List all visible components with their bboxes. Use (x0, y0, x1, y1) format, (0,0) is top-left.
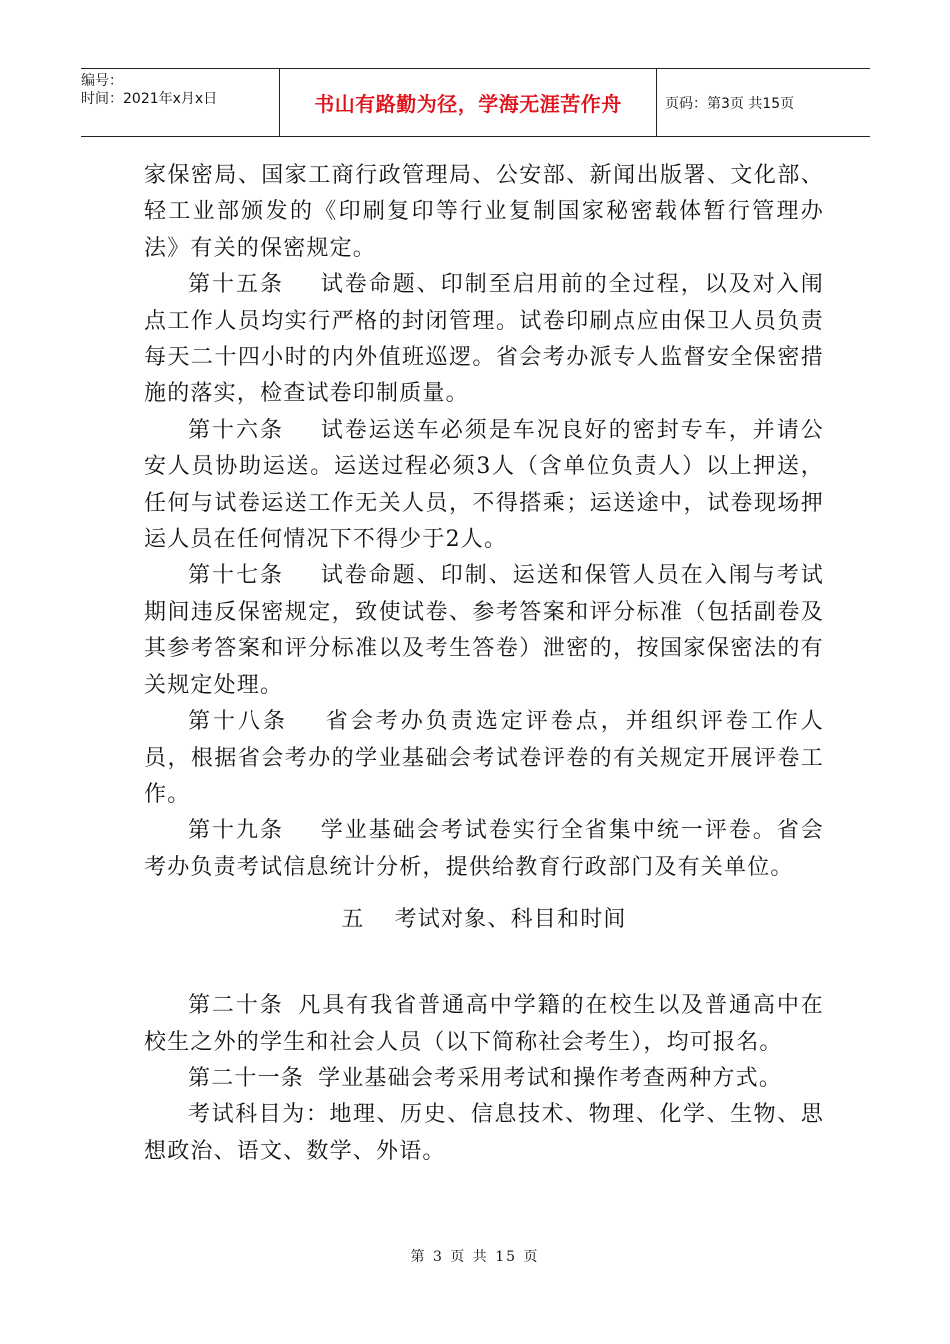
document-date: 时间：2021年x月x日 (81, 91, 218, 107)
document-body (144, 158, 824, 1170)
header-motto: 书山有路勤为径，学海无涯苦作舟 (279, 69, 657, 136)
article-label: 第十七条 (188, 563, 284, 589)
section-title: 考试对象、科目和时间 (394, 907, 627, 933)
article-text: 试卷命题、印制至启用前的全过程，以及对入闱点工作人员均实行严格的封闭管理。试卷印刷点应由保卫人员负责每天二十四小时的内外值班巡逻。省会考办派专人监督安全保密措施的落实，检查试卷印制质量。 (144, 272, 824, 407)
article-label: 第十八条 (188, 709, 288, 735)
document-number-label: 编号： (81, 73, 123, 89)
article-label: 第十九条 (188, 818, 284, 844)
article-label: 第十五条 (188, 272, 284, 298)
article-label: 第十六条 (188, 417, 284, 443)
article-15 (144, 267, 824, 413)
article-text: 试卷命题、印制、运送和保管人员在入闱与考试期间违反保密规定，致使试卷、参考答案和评分标准（包括副卷及其参考答案和评分标准以及考生答卷）泄密的，按国家保密法的有关规定处理。 (144, 563, 824, 698)
article-text: 试卷运送车必须是车况良好的密封专车，并请公安人员协助运送。运送过程必须3人（含单位负责人）以上押送，任何与试卷运送工作无关人员，不得搭乘；运送途中，试卷现场押运人员在任何情况下不得少于2人。 (144, 417, 824, 553)
article-text: 学业基础会考试卷实行全省集中统一评卷。省会考办负责考试信息统计分析，提供给教育行政部门及有关单位。 (144, 818, 824, 880)
section-heading (144, 886, 824, 988)
page-footer: 第 3 页 共 15 页 (410, 1249, 540, 1265)
article-16 (144, 413, 824, 559)
article-label: 第二十一条 (188, 1065, 305, 1091)
subjects-paragraph: 考试科目为：地理、历史、信息技术、物理、化学、生物、思想政治、语文、数学、外语。 (144, 1102, 824, 1164)
article-17 (144, 558, 824, 704)
article-label: 第二十条 (188, 993, 284, 1019)
article-20 (144, 988, 824, 1061)
header-page-info: 页码：第3页 共15页 (665, 95, 795, 112)
section-number: 五 (341, 907, 365, 933)
header-meta (81, 69, 279, 136)
article-19 (144, 813, 824, 886)
continuation-paragraph: 家保密局、国家工商行政管理局、公安部、新闻出版署、文化部、轻工业部颁发的《印刷复印等行业复制国家秘密载体暂行管理办法》有关的保密规定。 (144, 163, 824, 261)
article-21 (144, 1061, 824, 1097)
article-text: 省会考办负责选定评卷点，并组织评卷工作人员，根据省会考办的学业基础会考试卷评卷的有关规定开展评卷工作。 (144, 709, 824, 807)
article-18 (144, 704, 824, 813)
page-header (81, 68, 870, 137)
article-text: 学业基础会考采用考试和操作考查两种方式。 (318, 1065, 783, 1091)
article-text: 凡具有我省普通高中学籍的在校生以及普通高中在校生之外的学生和社会人员（以下简称社会考生），均可报名。 (144, 993, 824, 1055)
